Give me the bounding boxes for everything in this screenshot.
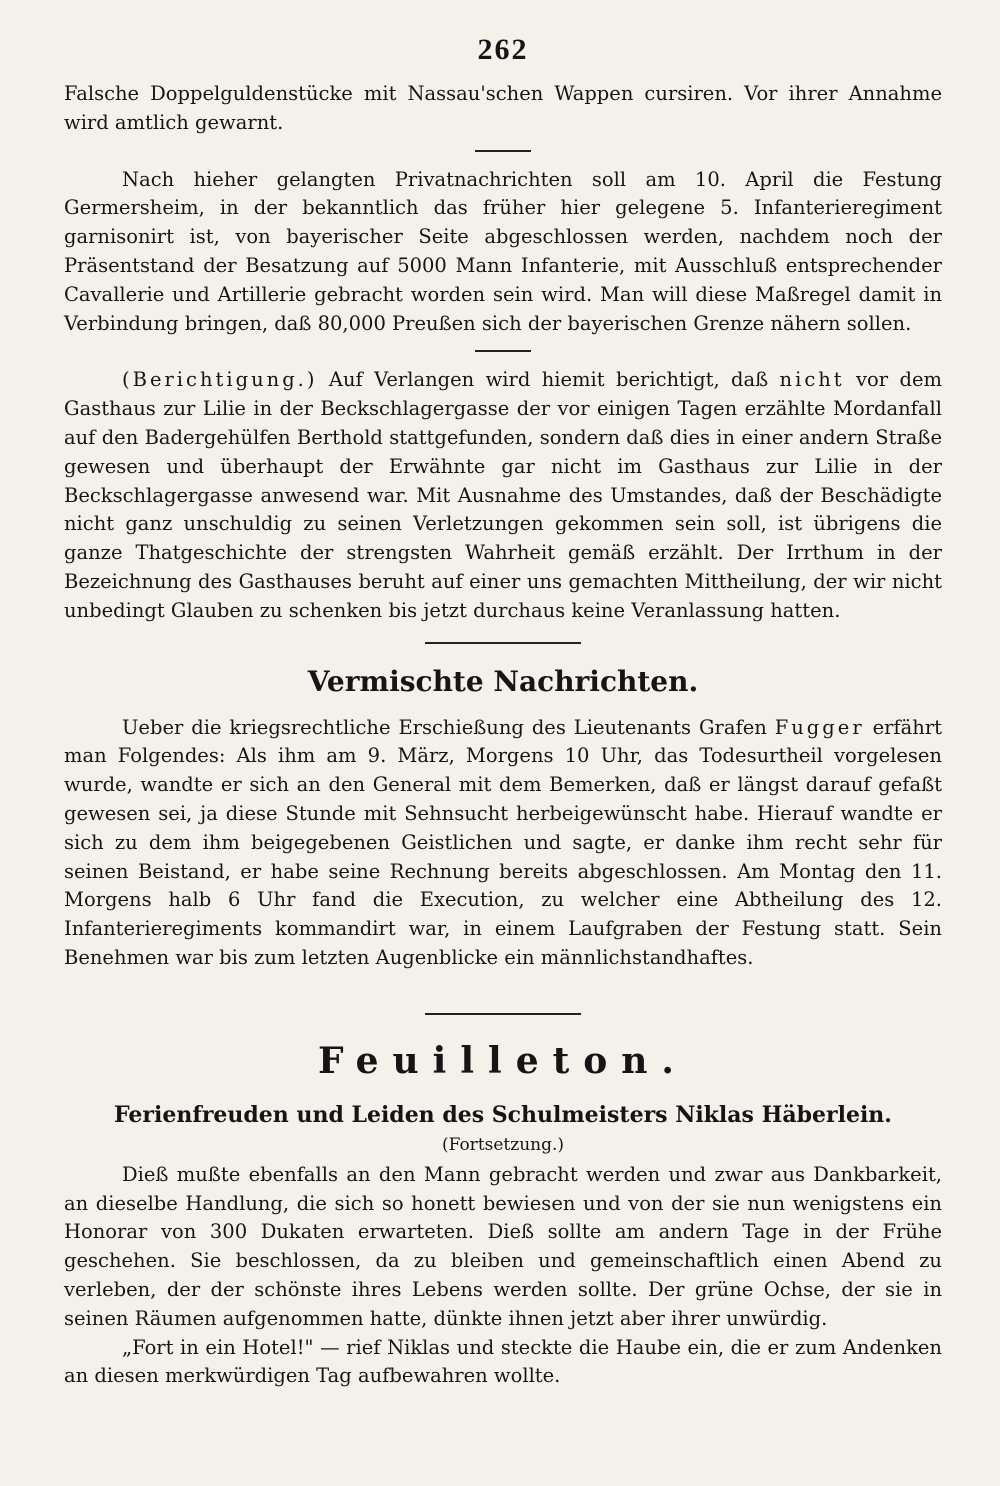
section-title-vermischte: Vermischte Nachrichten. bbox=[307, 664, 699, 698]
paragraph-germersheim: Nach hieher gelangten Privatnachrichten soll am 10. April die Festung Germersheim, in der bekanntlich das früher hier gelegene 5. Infanterieregiment garnisonirt ist, von bayerischer Seite abgeschlossen werden, nachdem noch der Präsentstand der Besatzung auf 5000 Mann Infanterie, mit Ausschluß entsprechender Cavallerie und Artillerie gebracht worden sein wird. Man will diese Maßregel damit in Verbindung bringen, daß 80,000 Preußen sich der bayerischen Grenze nähern sollen. bbox=[64, 167, 942, 335]
story-title: Ferienfreuden und Leiden des Schulmeisters Niklas Häberlein. bbox=[114, 1101, 892, 1128]
page-number: 262 bbox=[477, 33, 529, 66]
separator-rule bbox=[475, 150, 531, 152]
berichtigung-emphasis: nicht bbox=[779, 368, 845, 392]
paragraph-story-1: Dieß mußte ebenfalls an den Mann gebracht werden und zwar aus Dankbarkeit, an dieselbe Handlung, die sich so honett bewiesen und von der sie nun wenigstens ein Honorar von 300 Dukaten erwarteten. Dieß sollte am andern Tage in der Frühe geschehen. Sie beschlossen, da zu bleiben und gemeinschaftlich einen Abend zu verleben, der der schönste ihres Lebens werden sollte. Der grüne Ochse, der sie in seinen Räumen aufgenommen hatte, dünkte ihnen jetzt aber ihrer unwürdig. bbox=[64, 1162, 942, 1330]
berichtigung-label: (Berichtigung.) bbox=[122, 368, 318, 392]
paragraph-story-2: „Fort in ein Hotel!" — rief Niklas und steckte die Haube ein, die er zum Andenken an diesen merkwürdigen Tag aufbewahren wollte. bbox=[64, 1335, 942, 1388]
separator-rule bbox=[475, 350, 531, 352]
berichtigung-text-a: Auf Verlangen wird hiemit berichtigt, daß bbox=[317, 368, 780, 392]
paragraph-berichtigung bbox=[64, 366, 942, 625]
fugger-text-a: Ueber die kriegsrechtliche Erschießung des Lieutenants Grafen bbox=[122, 715, 775, 739]
fugger-text-b: erfährt man Folgendes: Als ihm am 9. März, Morgens 10 Uhr, das Todesurtheil vorgelesen wurde, wandte er sich an den General mit dem Bemerken, daß er längst darauf gefaßt gewesen sei, ja diese Stunde mit Sehnsucht herbeigewünscht habe. Hierauf wandte er sich zu dem ihm beigegebenen Geistlichen und sagte, er danke ihm recht sehr für seinen Beistand, er habe seine Rechnung bereits abgeschlossen. Am Montag den 11. Morgens halb 6 Uhr fand die Execution, zu welcher eine Abtheilung des 12. Infanterieregiments kommandirt war, in einem Laufgraben der Festung statt. Sein Benehmen war bis zum letzten Augenblicke ein männlichstandhaftes. bbox=[64, 715, 942, 969]
fugger-emphasis: Fugger bbox=[774, 715, 865, 739]
paragraph-doppelgulden: Falsche Doppelguldenstücke mit Nassau'schen Wappen cursiren. Vor ihrer Annahme wird amtlich gewarnt. bbox=[64, 82, 942, 134]
paragraph-fugger bbox=[64, 714, 942, 973]
section-title-feuilleton: Feuilleton. bbox=[318, 1039, 688, 1082]
section-rule bbox=[425, 1013, 581, 1015]
story-subtitle: (Fortsetzung.) bbox=[441, 1134, 565, 1155]
berichtigung-text-b: vor dem Gasthaus zur Lilie in der Beckschlagergasse der vor einigen Tagen erzählte Mordanfall auf den Badergehülfen Berthold stattgefunden, sondern daß dies in einer andern Straße gewesen und überhaupt der Erwähnte gar nicht im Gasthaus zur Lilie in der Beckschlagergasse anwesend war. Mit Ausnahme des Umstandes, daß der Beschädigte nicht ganz unschuldig zu seinen Verletzungen gekommen sein soll, ist übrigens die ganze Thatgeschichte der strengsten Wahrheit gemäß erzählt. Der Irrthum in der Bezeichnung des Gasthauses beruht auf einer uns gemachten Mittheilung, der wir nicht unbedingt Glauben zu schenken bis jetzt durchaus keine Veranlassung hatten. bbox=[64, 368, 942, 622]
section-rule bbox=[425, 642, 581, 644]
